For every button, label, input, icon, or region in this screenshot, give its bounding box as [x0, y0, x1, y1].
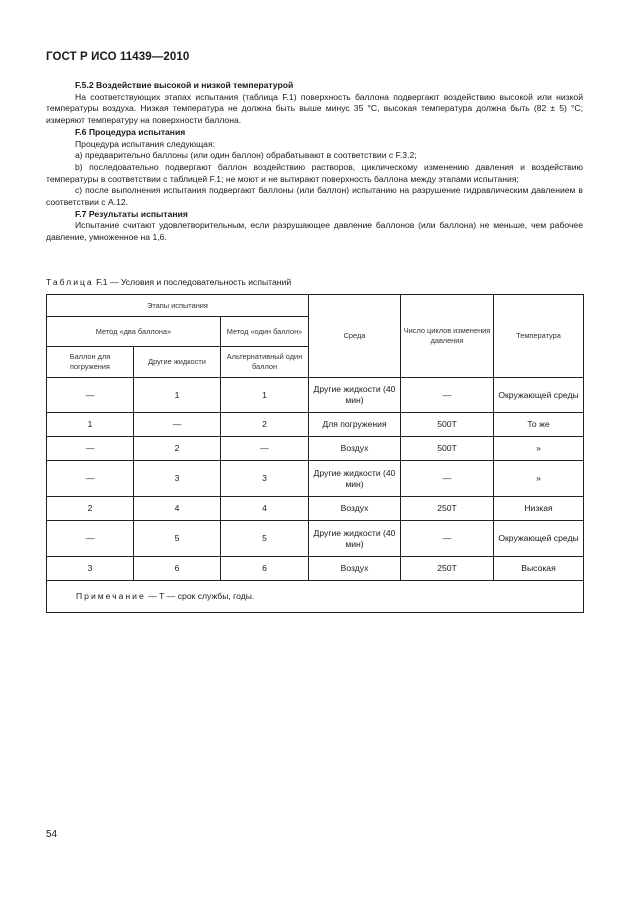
header-immersion: Баллон для погружения: [47, 347, 134, 378]
header-method-one: Метод «один баллон»: [221, 317, 309, 347]
cell-other: 2: [134, 437, 221, 461]
cell-other: 5: [134, 521, 221, 557]
cell-temperature: Окружающей среды: [494, 378, 584, 413]
header-method-two: Метод «два баллона»: [47, 317, 221, 347]
cell-other: 3: [134, 461, 221, 497]
section-f6-item-a: а) предварительно баллоны (или один баллон) обрабатывают в соответствии с F.3.2;: [75, 150, 417, 161]
cell-medium: Воздух: [309, 497, 401, 521]
body-text: [46, 80, 583, 244]
section-f6-intro: Процедура испытания следующая:: [75, 138, 215, 149]
section-f52-text: На соответствующих этапах испытания (таблица F.1) поверхность баллона подвергают воздействию высокой или низкой температуры воздуха. Низкая температура не должна быть выше минус 35 °С, высокая температура должна быть (82 ± 5) °С; измеряют температуру на поверхности баллона.: [46, 91, 583, 126]
cell-cycles: 500T: [401, 413, 494, 437]
cell-medium: Другие жидкости (40 мин): [309, 378, 401, 413]
header-temperature: Температура: [494, 295, 584, 378]
section-f6-item-c: с) после выполнения испытания подвергают баллоны (или баллон) испытанию на разрушение гидравлическим давлением в соответствии с А.12.: [46, 185, 583, 208]
cell-other: 1: [134, 378, 221, 413]
cell-medium: Воздух: [309, 437, 401, 461]
note-text: — Т — срок службы, годы.: [145, 591, 255, 601]
cell-other: 4: [134, 497, 221, 521]
cell-alternative: 3: [221, 461, 309, 497]
section-f7-title: F.7 Результаты испытания: [75, 208, 188, 219]
cell-medium: Другие жидкости (40 мин): [309, 461, 401, 497]
page-number: 54: [46, 829, 58, 840]
table-note-row: [47, 581, 584, 613]
section-f6-title: F.6 Процедура испытания: [75, 126, 186, 137]
cell-immersion: 1: [47, 413, 134, 437]
table-note: [47, 581, 584, 613]
cell-temperature: Высокая: [494, 557, 584, 581]
cell-medium: Воздух: [309, 557, 401, 581]
cell-cycles: —: [401, 521, 494, 557]
cell-immersion: —: [47, 437, 134, 461]
cell-alternative: —: [221, 437, 309, 461]
cell-temperature: Окружающей среды: [494, 521, 584, 557]
cell-cycles: 500T: [401, 437, 494, 461]
cell-immersion: 2: [47, 497, 134, 521]
cell-alternative: 4: [221, 497, 309, 521]
tests-table: [46, 294, 584, 613]
table-row: [47, 461, 584, 497]
cell-cycles: 250T: [401, 497, 494, 521]
table-row: [47, 497, 584, 521]
cell-immersion: —: [47, 521, 134, 557]
document-header: ГОСТ Р ИСО 11439—2010: [46, 51, 190, 63]
cell-immersion: 3: [47, 557, 134, 581]
cell-alternative: 5: [221, 521, 309, 557]
table-row: [47, 521, 584, 557]
header-stages: Этапы испытания: [47, 295, 309, 317]
header-alternative: Альтернативный один баллон: [221, 347, 309, 378]
section-f52-title: F.5.2 Воздействие высокой и низкой температурой: [75, 80, 294, 90]
table-row: [47, 437, 584, 461]
table-caption: [46, 277, 291, 287]
header-other: Другие жидкости: [134, 347, 221, 378]
cell-cycles: —: [401, 461, 494, 497]
cell-cycles: —: [401, 378, 494, 413]
cell-temperature: »: [494, 461, 584, 497]
section-f7-text: Испытание считают удовлетворительным, если разрушающее давление баллонов (или баллона) не меньше, чем рабочее давление, умноженное на 1,6.: [46, 220, 583, 243]
cell-medium: Другие жидкости (40 мин): [309, 521, 401, 557]
cell-temperature: То же: [494, 413, 584, 437]
cell-other: 6: [134, 557, 221, 581]
table-caption-label: Таблица: [46, 277, 94, 287]
cell-cycles: 250T: [401, 557, 494, 581]
cell-alternative: 1: [221, 378, 309, 413]
header-cycles: Число циклов изменения давления: [401, 295, 494, 378]
cell-other: —: [134, 413, 221, 437]
table-row: [47, 378, 584, 413]
header-medium: Среда: [309, 295, 401, 378]
cell-immersion: —: [47, 378, 134, 413]
section-f6-item-b: b) последовательно подвергают баллон воздействию растворов, циклическому изменению давления и воздействию температуры в соответствии с таблицей F.1; не моют и не вытирают поверхность баллона между этапами испытания;: [46, 161, 583, 184]
cell-medium: Для погружения: [309, 413, 401, 437]
table-row: [47, 413, 584, 437]
table-row: [47, 557, 584, 581]
cell-temperature: »: [494, 437, 584, 461]
cell-alternative: 2: [221, 413, 309, 437]
cell-immersion: —: [47, 461, 134, 497]
cell-alternative: 6: [221, 557, 309, 581]
note-label: Примечание: [76, 591, 146, 601]
table-caption-text: F.1 — Условия и последовательность испытаний: [93, 277, 292, 287]
cell-temperature: Низкая: [494, 497, 584, 521]
